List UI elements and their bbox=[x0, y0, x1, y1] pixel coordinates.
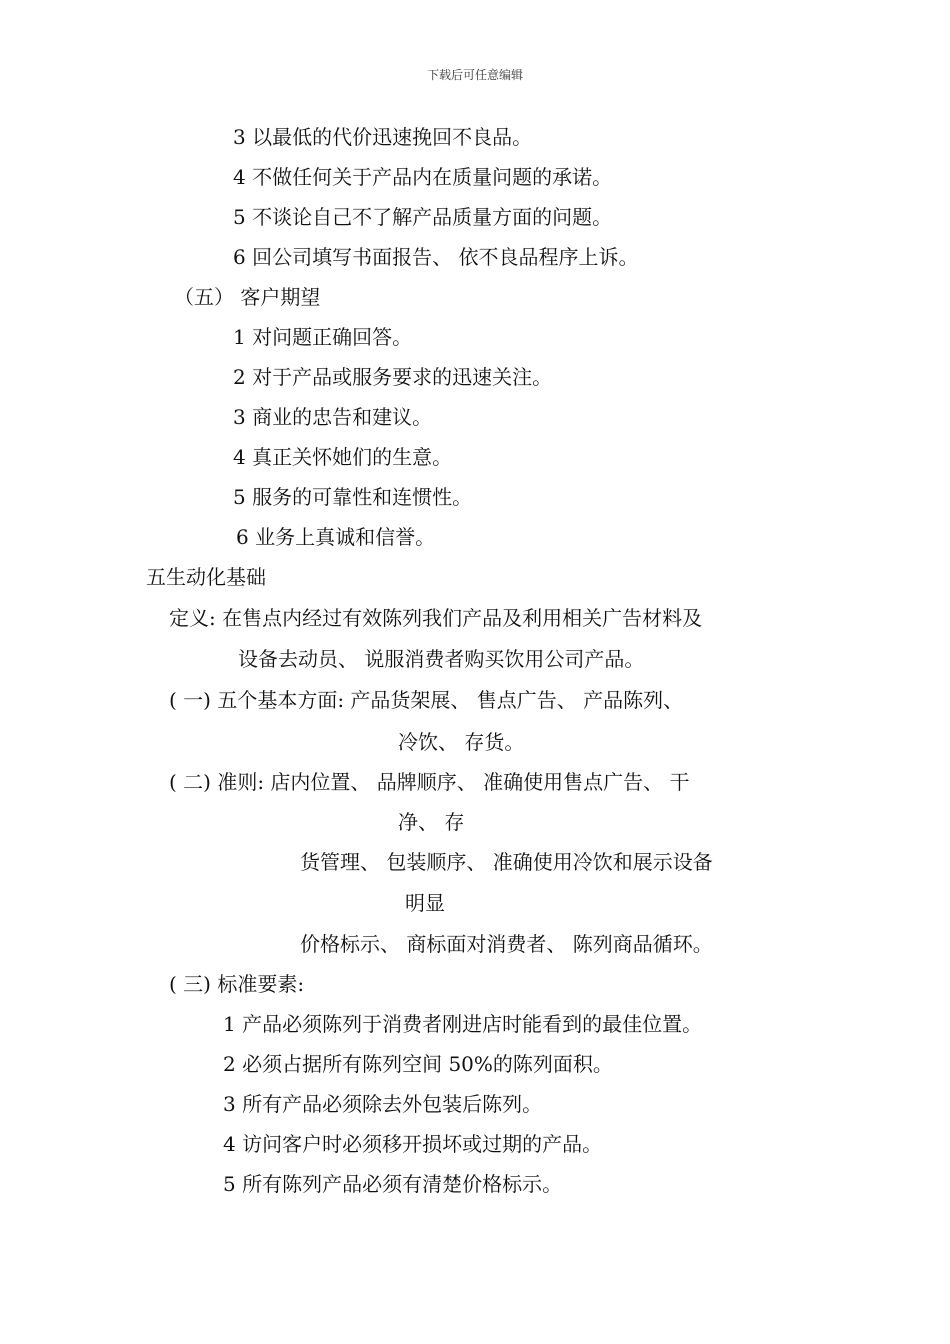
text-line: 3 所有产品必须除去外包装后陈列。 bbox=[223, 1092, 543, 1116]
text-line: 1 产品必须陈列于消费者刚进店时能看到的最佳位置。 bbox=[223, 1012, 703, 1036]
text-line: 价格标示、 商标面对消费者、 陈列商品循环。 bbox=[300, 932, 713, 956]
text-line: 4 不做任何关于产品内在质量问题的承诺。 bbox=[233, 165, 613, 189]
definition-line: 定义: 在售点内经过有效陈列我们产品及利用相关广告材料及 bbox=[169, 606, 703, 630]
section-heading: （五） 客户期望 bbox=[174, 285, 321, 309]
section-heading: ( 一) 五个基本方面: 产品货架展、 售点广告、 产品陈列、 bbox=[169, 688, 684, 712]
text-line: 1 对问题正确回答。 bbox=[233, 325, 413, 349]
page-header: 下载后可任意编辑 bbox=[426, 68, 523, 82]
chapter-heading: 五生动化基础 bbox=[146, 565, 266, 589]
text-line: 6 回公司填写书面报告、 依不良品程序上诉。 bbox=[233, 245, 639, 269]
section-heading: ( 三) 标准要素: bbox=[169, 972, 305, 996]
text-line: 5 不谈论自己不了解产品质量方面的问题。 bbox=[233, 205, 613, 229]
text-line: 冷饮、 存货。 bbox=[398, 730, 525, 754]
text-line: 2 必须占据所有陈列空间 50%的陈列面积。 bbox=[223, 1052, 613, 1076]
text-line: 6 业务上真诚和信誉。 bbox=[236, 525, 436, 549]
text-line: 货管理、 包装顺序、 准确使用冷饮和展示设备 bbox=[300, 850, 713, 874]
text-line: 2 对于产品或服务要求的迅速关注。 bbox=[233, 365, 553, 389]
text-line: 4 访问客户时必须移开损坏或过期的产品。 bbox=[223, 1132, 603, 1156]
definition-line: 设备去动员、 说服消费者购买饮用公司产品。 bbox=[238, 647, 645, 671]
section-heading: ( 二) 准则: 店内位置、 品牌顺序、 准确使用售点广告、 干 bbox=[169, 770, 690, 794]
text-line: 明显 bbox=[405, 891, 445, 915]
text-line: 5 所有陈列产品必须有清楚价格标示。 bbox=[223, 1172, 563, 1196]
text-line: 3 商业的忠告和建议。 bbox=[233, 405, 433, 429]
text-line: 5 服务的可靠性和连惯性。 bbox=[233, 485, 473, 509]
text-line: 4 真正关怀她们的生意。 bbox=[233, 445, 453, 469]
text-line: 净、 存 bbox=[398, 810, 465, 834]
text-line: 3 以最低的代价迅速挽回不良品。 bbox=[233, 125, 533, 149]
